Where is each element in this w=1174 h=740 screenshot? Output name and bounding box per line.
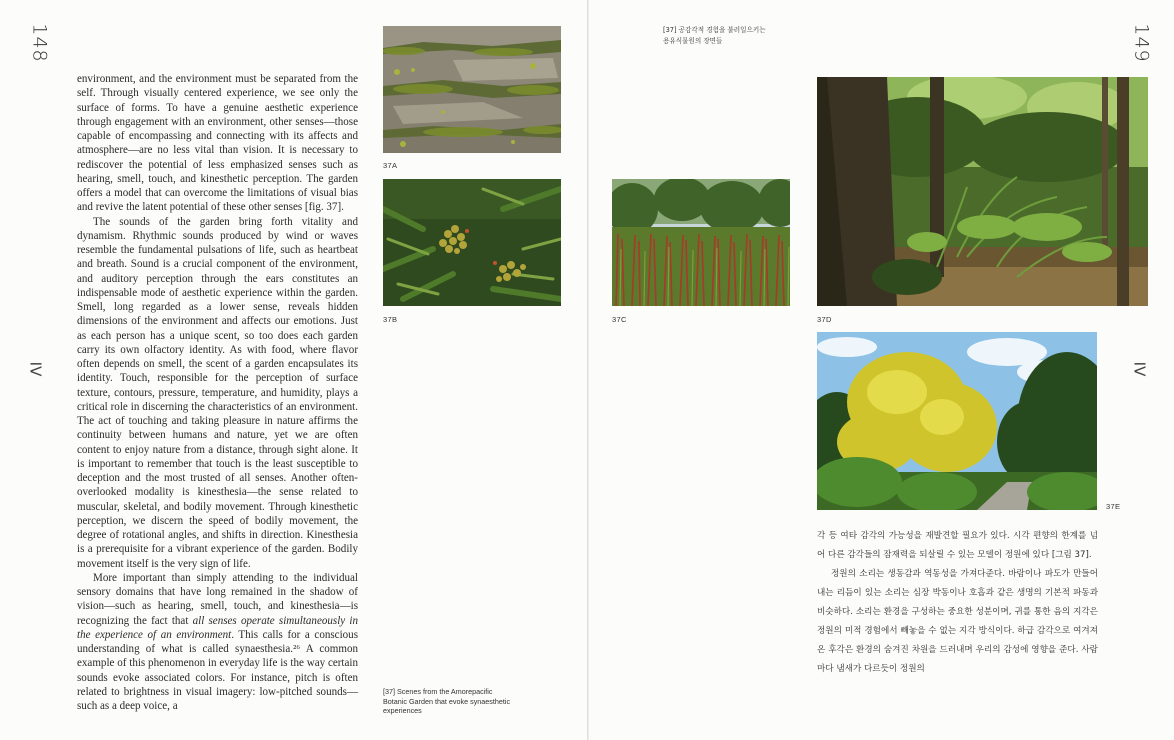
paragraph-2: The sounds of the garden bring forth vitality and dynamism. Rhythmic sounds produced by wind or waves resemble the fundamental pulsations of life, such as heartbeat and breath. Sound is a crucial component of the environment, and auditory perception through the ears constitutes an indispensable mode of aesthetic experience within the garden. Smell, long regarded as a lower sense, reveals hidden dimensions of the environment and affects our emotions. Just as each person has a unique scent, so too does each garden carry its own olfactory identity. As with food, where flavor often depends on smell, the scent of a garden encapsulates its identity. Touch, responsible for the perception of surface texture, contours, pressure, temperature, and humidity, plays a critical role in discerning the characteristics of an environment. The act of touching and taking pleasure in nature affirms the continuity between humans and nature, yet we are often content to enjoy nature from a distance, through sight alone. It is important to remember that touch is the least susceptible to deception and the most trusted of all senses. Another often-overlooked modality is kinesthesia—the sense related to muscular, skeletal, and bodily movement. Through kinesthetic perception, we discern the speed of bodily movement, the degree of rotational angles, and shifts in direction. Kinesthesia is a prerequisite for a vibrant experience of the garden. Bodily movement itself is the very sign of life. bbox=[77, 215, 358, 570]
page-number-left: 148 bbox=[28, 23, 51, 63]
photo-37c-red-grass bbox=[612, 179, 790, 306]
section-mark-left: IV bbox=[26, 361, 45, 377]
photo-37b-berries bbox=[383, 179, 561, 306]
figure-label-37c: 37C bbox=[612, 315, 627, 324]
korean-body-text bbox=[817, 527, 1098, 679]
book-spine bbox=[587, 0, 589, 740]
paragraph-3 bbox=[77, 571, 358, 714]
english-body-text bbox=[77, 72, 358, 713]
figure-caption-korean bbox=[663, 25, 803, 47]
paragraph-3-emphasis: all senses operate simultaneously in the experience of an environment bbox=[77, 614, 358, 641]
figure-caption-english: [37] Scenes from the Amorepacific Botanic Garden that evoke synaesthetic experiences bbox=[383, 687, 511, 715]
caption-korean-line-1: [37] 공감각적 경험을 불러일으키는 bbox=[663, 26, 766, 34]
figure-label-37e: 37E bbox=[1106, 502, 1121, 511]
korean-paragraph-1: 각 등 여타 감각의 가능성을 재발견할 필요가 있다. 시각 편향의 한계를 넘어 다른 감각들의 잠재력을 되살릴 수 있는 모델이 정원에 있다 [그림 37]. bbox=[817, 531, 1098, 560]
figure-label-37d: 37D bbox=[817, 315, 832, 324]
photo-37d-forest-ferns bbox=[817, 77, 1148, 306]
figure-label-37a: 37A bbox=[383, 161, 398, 170]
section-mark-right: IV bbox=[1130, 361, 1149, 377]
paragraph-1: environment, and the environment must be separated from the self. Through visually centered experience, we see only the surface of forms. To have a genuine aesthetic experience through engagement with an environment, other senses—those capable of encompassing and connecting with its affects and atmosphere—are no less vital than vision. It is necessary to rediscover the potential of less emphasized senses such as hearing, smell, touch, and kinesthetic perception. The garden offers a model that can overcome the limitations of visual bias and revive the latent potential of these other senses [fig. 37]. bbox=[77, 73, 358, 214]
paragraph-3-end: . This calls for a conscious understanding of what is called synaesthesia.²⁶ A common example of this phenomenon in everyday life is the way certain sounds evoke associated colors. For instance, pitch is often related to brightness in visual imagery: low-pitched sounds—such as a deep voice, a bbox=[77, 628, 358, 712]
paragraph-3-start: More important than simply attending to the individual sensory domains that have long remained in the shadow of vision—such as hearing, smell, touch, and kinesthesia—is recognizing the fact that bbox=[77, 571, 358, 627]
photo-37a-moss-stones bbox=[383, 26, 561, 153]
page-number-right: 149 bbox=[1130, 23, 1153, 63]
photo-37e-yellow-tree-path bbox=[817, 332, 1097, 510]
caption-korean-line-2: 용유식물원의 장면들 bbox=[663, 37, 723, 45]
korean-paragraph-2: 정원의 소리는 생동감과 역동성을 가져다준다. 바람이나 파도가 만들어내는 리듬이 있는 소리는 심장 박동이나 호흡과 같은 생명의 기본적 파동과 비슷하다. 소리는 환경을 구성하는 중요한 성분이며, 귀를 통한 음의 지각은 정원의 미적 경험에서 빼놓을 수 없는 지각 방식이다. 하급 감각으로 여겨져 온 후각은 환경의 숨겨진 차원을 드러내며 우리의 감성에 영향을 준다. 사람마다 냄새가 다르듯이 정원의 bbox=[817, 569, 1098, 674]
figure-label-37b: 37B bbox=[383, 315, 398, 324]
